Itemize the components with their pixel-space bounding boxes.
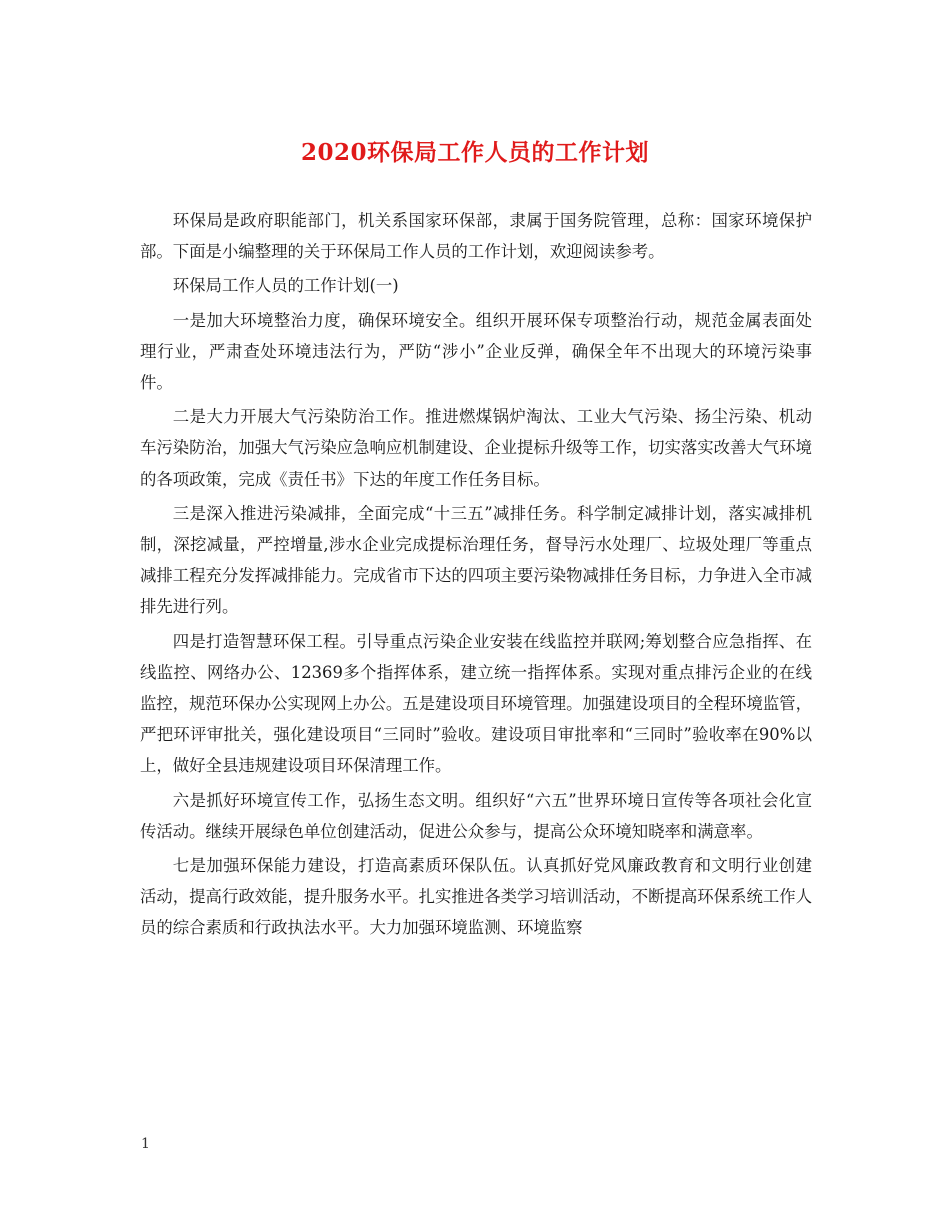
document-title: 2020环保局工作人员的工作计划 [300,139,649,166]
paragraph-item-1: 一是加大环境整治力度，确保环境安全。组织开展环保专项整治行动，规范金属表面处理行业，严肃查处环境违法行为，严防“涉小”企业反弹，确保全年不出现大的环境污染事件。 [140,310,812,393]
page-number: 1 [141,1136,150,1152]
paragraph-item-2: 二是大力开展大气污染防治工作。推进燃煤锅炉淘汰、工业大气污染、扬尘污染、机动车污染防治，加强大气污染应急响应机制建设、企业提标升级等工作，切实落实改善大气环境的各项政策，完成《责任书》下达的年度工作任务目标。 [140,407,813,489]
paragraph-section-heading: 环保局工作人员的工作计划(一) [172,276,399,296]
paragraph-item-3: 三是深入推进污染减排，全面完成“十三五”减排任务。科学制定减排计划，落实减排机制，深挖减量，严控增量,涉水企业完成提标治理任务，督导污水处理厂、垃圾处理厂等重点减排工程充分发挥减排能力。完成省市下达的四项主要污染物减排任务目标，力争进入全市减排先进行列。 [140,503,813,617]
paragraph-item-7: 七是加强环保能力建设，打造高素质环保队伍。认真抓好党风廉政教育和文明行业创建活动，提高行政效能，提升服务水平。扎实推进各类学习培训活动，不断提高环保系统工作人员的综合素质和行政执法水平。大力加强环境监测、环境监察 [140,856,813,938]
paragraph-item-6: 六是抓好环境宣传工作，弘扬生态文明。组织好“六五”世界环境日宣传等各项社会化宣传活动。继续开展绿色单位创建活动，促进公众参与，提高公众环境知晓率和满意率。 [140,790,812,841]
paragraph-intro: 环保局是政府职能部门，机关系国家环保部，隶属于国务院管理，总称：国家环境保护部。下面是小编整理的关于环保局工作人员的工作计划，欢迎阅读参考。 [140,211,812,262]
paragraph-item-4: 四是打造智慧环保工程。引导重点污染企业安装在线监控并联网;筹划整合应急指挥、在线监控、网络办公、12369多个指挥体系，建立统一指挥体系。实现对重点排污企业的在线监控，规范环保办公实现网上办公。五是建设项目环境管理。加强建设项目的全程环境监管，严把环评审批关，强化建设项目“三同时”验收。建设项目审批率和“三同时”验收率在90%以上，做好全县违规建设项目环保清理工作。 [140,631,813,776]
document-body [140,205,812,947]
